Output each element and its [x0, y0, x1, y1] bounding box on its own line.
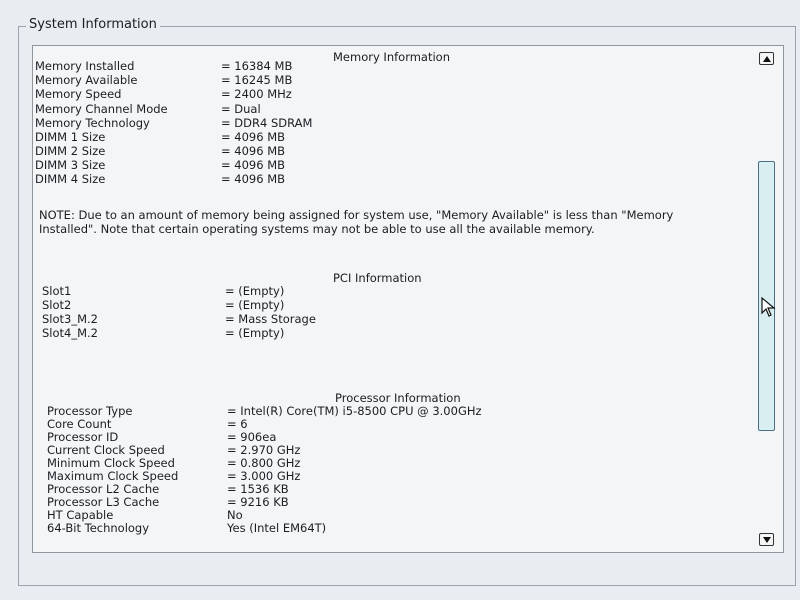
- memory-value: = 4096 MB: [221, 158, 286, 172]
- processor-value: = 1536 KB: [227, 482, 289, 496]
- processor-value: = 2.970 GHz: [227, 443, 301, 457]
- processor-label: HT Capable: [47, 508, 114, 522]
- memory-value: = 4096 MB: [221, 130, 286, 144]
- triangle-up-icon: [763, 56, 771, 62]
- pci-slot-value: = Mass Storage: [225, 312, 316, 326]
- processor-value: Yes (Intel EM64T): [227, 521, 327, 535]
- processor-label: 64-Bit Technology: [47, 521, 150, 535]
- mouse-pointer-icon: [761, 297, 777, 317]
- memory-section-title: Memory Information: [333, 50, 450, 64]
- memory-label: Memory Technology: [35, 116, 150, 130]
- memory-label: DIMM 2 Size: [35, 144, 106, 158]
- group-title: System Information: [26, 17, 160, 33]
- scroll-up-button[interactable]: [759, 52, 774, 65]
- processor-label: Processor Type: [47, 404, 133, 418]
- memory-value: = 16384 MB: [221, 59, 293, 73]
- processor-value: = 0.800 GHz: [227, 456, 301, 470]
- processor-label: Processor L3 Cache: [47, 495, 160, 509]
- memory-value: = 16245 MB: [221, 73, 293, 87]
- processor-value: = 9216 KB: [227, 495, 289, 509]
- processor-value: = Intel(R) Core(TM) i5-8500 CPU @ 3.00GHz: [227, 404, 482, 418]
- pci-section-title: PCI Information: [333, 271, 422, 285]
- pci-slot-label: Slot4_M.2: [42, 326, 99, 340]
- memory-label: DIMM 1 Size: [35, 130, 106, 144]
- memory-value: = Dual: [221, 102, 261, 116]
- processor-label: Minimum Clock Speed: [47, 456, 175, 470]
- processor-value: = 3.000 GHz: [227, 469, 301, 483]
- memory-value: = DDR4 SDRAM: [221, 116, 313, 130]
- processor-label: Processor ID: [47, 430, 119, 444]
- pci-slot-value: = (Empty): [225, 284, 285, 298]
- processor-value: = 906ea: [227, 430, 277, 444]
- memory-label: Memory Available: [35, 73, 138, 87]
- memory-value: = 4096 MB: [221, 172, 286, 186]
- memory-label: Memory Speed: [35, 87, 122, 101]
- pci-slot-label: Slot2: [42, 298, 72, 312]
- pci-slot-value: = (Empty): [225, 298, 285, 312]
- memory-label: DIMM 4 Size: [35, 172, 106, 186]
- triangle-down-icon: [763, 537, 771, 543]
- processor-label: Processor L2 Cache: [47, 482, 160, 496]
- processor-section-title: Processor Information: [335, 391, 461, 405]
- memory-label: Memory Installed: [35, 59, 135, 73]
- scroll-thumb[interactable]: [758, 161, 775, 431]
- memory-label: Memory Channel Mode: [35, 102, 168, 116]
- memory-label: DIMM 3 Size: [35, 158, 106, 172]
- memory-value: = 2400 MHz: [221, 87, 292, 101]
- memory-note: NOTE: Due to an amount of memory being assigned for system use, "Memory Available" is less than "Memory Installed". Note that certain operating systems may not be able to use all the available memory.: [39, 208, 674, 236]
- processor-value: No: [227, 508, 243, 522]
- system-information-panel: [32, 45, 784, 553]
- pci-slot-label: Slot1: [42, 284, 72, 298]
- processor-label: Core Count: [47, 417, 112, 431]
- memory-value: = 4096 MB: [221, 144, 286, 158]
- pci-slot-value: = (Empty): [225, 326, 285, 340]
- processor-label: Maximum Clock Speed: [47, 469, 179, 483]
- processor-label: Current Clock Speed: [47, 443, 165, 457]
- pci-slot-label: Slot3_M.2: [42, 312, 99, 326]
- processor-value: = 6: [227, 417, 248, 431]
- scroll-down-button[interactable]: [759, 533, 774, 546]
